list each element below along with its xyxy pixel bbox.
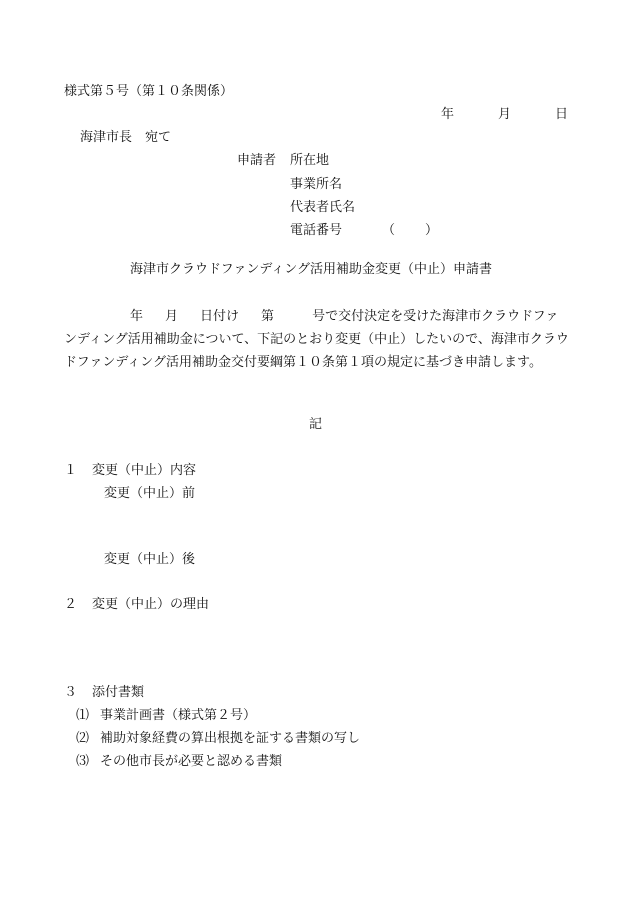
section-2-number: ２	[64, 597, 78, 612]
attachment-item	[76, 755, 282, 768]
attachment-text: 事業計画書（様式第２号）	[100, 708, 257, 723]
applicant-phone-line	[290, 224, 438, 237]
section-1-heading	[64, 464, 196, 477]
attachment-item	[76, 732, 360, 745]
body-paragraph	[64, 305, 569, 374]
date-line	[441, 108, 568, 121]
section-1-label: 変更（中止）内容	[92, 463, 197, 478]
ki-heading: 記	[309, 417, 323, 432]
applicant-office-label: 事業所名	[290, 177, 343, 192]
date-year: 年	[440, 107, 454, 122]
phone-paren-open: （	[382, 223, 396, 238]
date-month: 月	[497, 107, 511, 122]
applicant-label: 申請者	[237, 153, 277, 168]
applicant-address-label: 所在地	[290, 153, 330, 168]
phone-paren-close: ）	[425, 223, 439, 238]
section-2-label: 変更（中止）の理由	[92, 597, 210, 612]
section-1-before: 変更（中止）前	[104, 486, 196, 501]
section-2-heading	[64, 598, 209, 611]
attachment-number: ⑴	[76, 708, 90, 723]
body-day-dated: 日付け	[200, 309, 240, 324]
attachment-number: ⑵	[76, 731, 90, 746]
section-1-after: 変更（中止）後	[104, 552, 196, 567]
body-text: 号で交付決定を受けた海津市クラウドファンディング活用補助金について、下記のとおり変更（中止）したいので、海津市クラウドファンディング活用補助金交付要綱第１０条第１項の規定に基づき申請します。	[64, 309, 569, 370]
attachment-number: ⑶	[76, 754, 90, 769]
form-number: 様式第５号（第１０条関係）	[64, 84, 234, 99]
attachment-text: 補助対象経費の算出根拠を証する書類の写し	[100, 731, 361, 746]
addressee: 海津市長 宛て	[80, 130, 172, 145]
document-title: 海津市クラウドファンディング活用補助金変更（中止）申請書	[130, 262, 493, 277]
body-month: 月	[165, 309, 179, 324]
applicant-representative-label: 代表者氏名	[290, 200, 356, 215]
applicant-phone-label: 電話番号	[290, 223, 343, 238]
section-3-number: ３	[64, 685, 78, 700]
section-1-number: １	[64, 463, 78, 478]
date-day: 日	[554, 107, 568, 122]
section-3-heading	[64, 686, 144, 699]
section-3-label: 添付書類	[92, 685, 145, 700]
body-year: 年	[130, 309, 144, 324]
attachment-text: その他市長が必要と認める書類	[100, 754, 283, 769]
body-dai: 第	[261, 309, 275, 324]
attachment-item	[76, 709, 256, 722]
